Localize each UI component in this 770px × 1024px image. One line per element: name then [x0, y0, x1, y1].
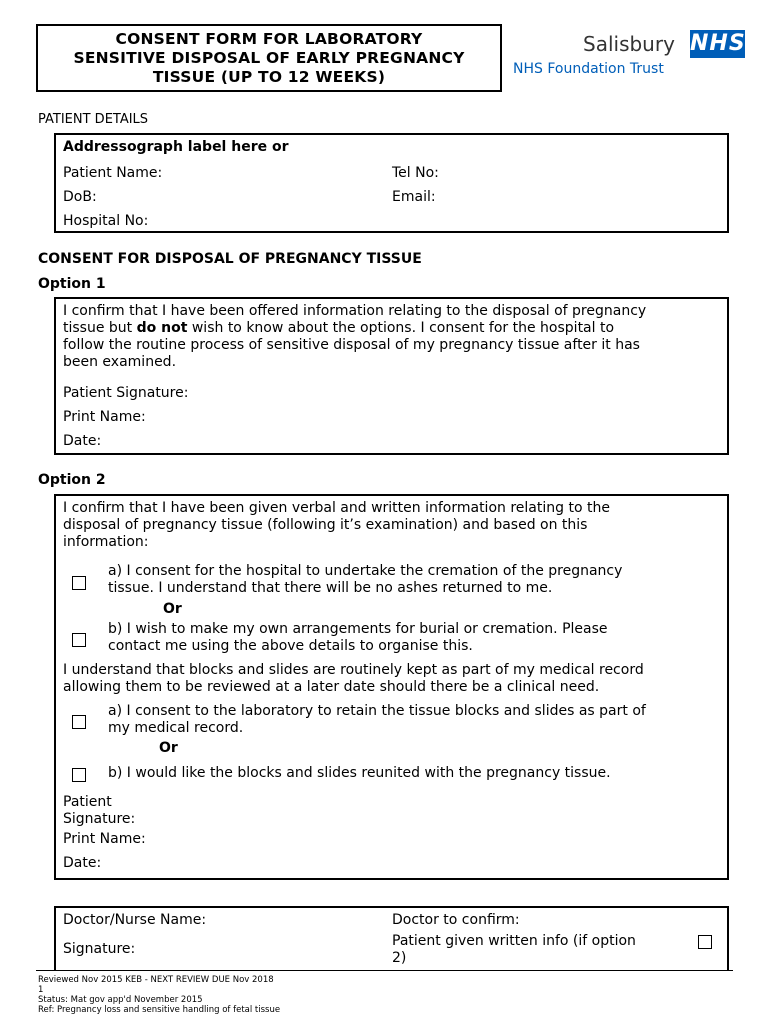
footer-review-line: Reviewed Nov 2015 KEB - NEXT REVIEW DUE Nov 2018 [38, 975, 274, 985]
or-divider-2: Or [159, 740, 178, 756]
own-arrangements-line-1: b) I wish to make my own arrangements for burial or cremation. Please [108, 621, 608, 637]
option-2-intro [63, 500, 610, 551]
doctor-signature-field[interactable]: Signature: [63, 941, 136, 957]
patient-details-heading: PATIENT DETAILS [38, 112, 149, 127]
option-2-print-name-field[interactable]: Print Name: [63, 831, 146, 847]
cremation-line-2: tissue. I understand that there will be no ashes returned to me. [108, 580, 553, 596]
nhs-trust-logo [513, 26, 746, 82]
option-2-intro-line-1: I confirm that I have been given verbal and written information relating to the [63, 500, 610, 516]
email-field[interactable]: Email: [392, 189, 436, 205]
addressograph-label: Addressograph label here or [63, 139, 289, 155]
option-2-signature-line-1: Patient [63, 794, 112, 810]
footer [38, 975, 280, 1015]
own-arrangements-text [108, 621, 608, 655]
reunite-blocks-checkbox[interactable] [72, 768, 86, 782]
option-2-signature-line-2: Signature: [63, 811, 136, 827]
option-2-intro-line-2: disposal of pregnancy tissue (following it’s examination) and based on this [63, 517, 588, 533]
nhs-badge-icon: NHS [690, 31, 746, 56]
patient-name-field[interactable]: Patient Name: [63, 165, 163, 181]
form-title-box [36, 24, 502, 92]
written-info-text [392, 933, 636, 967]
option-2-date-field[interactable]: Date: [63, 855, 102, 871]
doctor-name-field[interactable]: Doctor/Nurse Name: [63, 912, 207, 928]
option-1-signature-field[interactable]: Patient Signature: [63, 385, 189, 401]
option-1-print-name-field[interactable]: Print Name: [63, 409, 146, 425]
option-1-do-not: do not [136, 320, 188, 336]
form-title-line-1: CONSENT FORM FOR LABORATORY [115, 29, 423, 48]
written-info-checkbox[interactable] [698, 935, 712, 949]
option-1-line-2-pre: tissue but [63, 320, 137, 336]
reunite-blocks-text: b) I would like the blocks and slides reunited with the pregnancy tissue. [108, 765, 611, 781]
option-1-date-field[interactable]: Date: [63, 433, 102, 449]
form-title-line-3: TISSUE (UP TO 12 WEEKS) [152, 67, 386, 86]
option-1-line-1: I confirm that I have been offered information relating to the disposal of pregnancy [63, 303, 647, 319]
option-1-line-2-post: wish to know about the options. I consent for the hospital to [187, 320, 615, 336]
blocks-slides-text [63, 662, 644, 696]
option-1-text [63, 303, 646, 371]
doctor-box [54, 906, 729, 970]
doctor-confirm-label: Doctor to confirm: [392, 912, 520, 928]
hospital-no-field[interactable]: Hospital No: [63, 213, 149, 229]
footer-ref-line: Ref: Pregnancy loss and sensitive handling of fetal tissue [38, 1005, 281, 1015]
tel-field[interactable]: Tel No: [392, 165, 439, 181]
written-info-line-1: Patient given written info (if option [392, 933, 636, 949]
option-1-label: Option 1 [38, 276, 106, 292]
logo-trust-subtitle: NHS Foundation Trust [513, 61, 664, 77]
retain-blocks-line-2: my medical record. [108, 720, 244, 736]
option-2-label: Option 2 [38, 472, 106, 488]
cremation-option-text [108, 563, 622, 597]
written-info-line-2: 2) [392, 950, 407, 966]
option-2-box [54, 494, 729, 880]
or-divider-1: Or [163, 601, 182, 617]
footer-status-line: Status: Mat gov app'd November 2015 [38, 995, 203, 1005]
footer-divider [36, 970, 733, 971]
own-arrangements-line-2: contact me using the above details to organise this. [108, 638, 473, 654]
retain-blocks-line-1: a) I consent to the laboratory to retain the tissue blocks and slides as part of [108, 703, 646, 719]
blocks-slides-line-1: I understand that blocks and slides are routinely kept as part of my medical record [63, 662, 644, 678]
option-1-box [54, 297, 729, 455]
option-1-line-2 [63, 320, 646, 337]
dob-field[interactable]: DoB: [63, 189, 97, 205]
blocks-slides-line-2: allowing them to be reviewed at a later date should there be a clinical need. [63, 679, 600, 695]
logo-trust-name: Salisbury [583, 32, 675, 56]
consent-heading: CONSENT FOR DISPOSAL OF PREGNANCY TISSUE [38, 251, 422, 267]
own-arrangements-checkbox[interactable] [72, 633, 86, 647]
cremation-checkbox[interactable] [72, 576, 86, 590]
option-1-line-4: been examined. [63, 354, 177, 370]
option-2-signature-field[interactable] [63, 794, 135, 828]
patient-details-box [54, 133, 729, 233]
form-title-line-2: SENSITIVE DISPOSAL OF EARLY PREGNANCY [73, 48, 465, 67]
option-1-line-3: follow the routine process of sensitive disposal of my pregnancy tissue after it has [63, 337, 640, 353]
footer-page-number: 1 [38, 985, 44, 995]
retain-blocks-text [108, 703, 646, 737]
option-2-intro-line-3: information: [63, 534, 149, 550]
cremation-line-1: a) I consent for the hospital to undertake the cremation of the pregnancy [108, 563, 623, 579]
retain-blocks-checkbox[interactable] [72, 715, 86, 729]
